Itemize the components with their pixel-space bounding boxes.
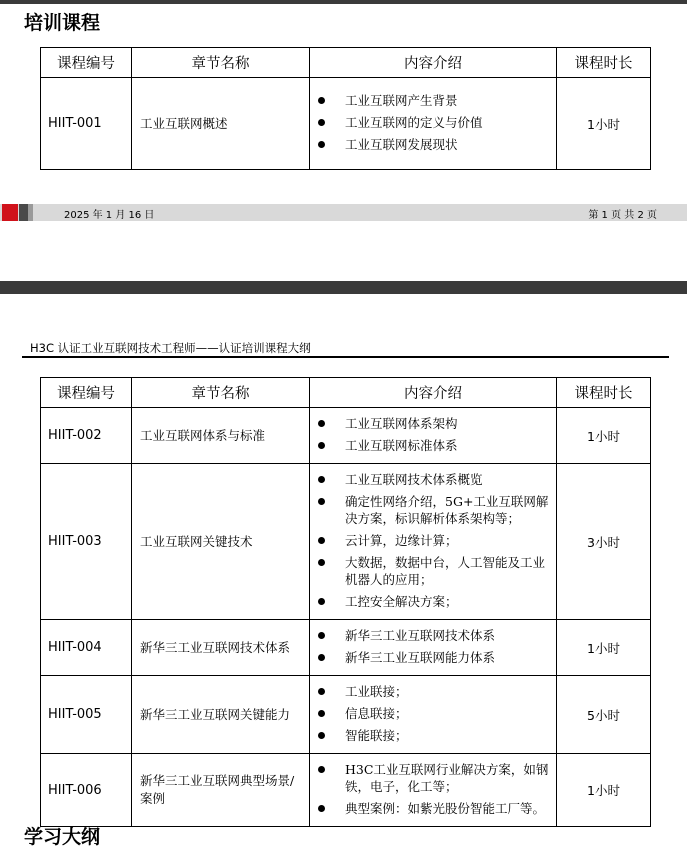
cell-chapter-name: 新华三工业互联网典型场景/案例 — [132, 754, 310, 827]
duration-number: 1 — [587, 640, 595, 656]
list-item-text: 工业互联网技术体系概览 — [345, 472, 483, 487]
cell-duration — [557, 408, 651, 464]
cell-course-code: HIIT-002 — [41, 408, 132, 464]
list-item — [310, 761, 550, 795]
duration-number: 5 — [587, 707, 595, 723]
list-item — [310, 593, 550, 610]
content-list — [310, 464, 556, 619]
table-row — [41, 754, 651, 827]
list-item — [310, 727, 550, 744]
bullet-dot-icon — [318, 498, 325, 505]
bullet-dot-icon — [318, 537, 325, 544]
footer-accent-grey — [28, 204, 33, 221]
list-item-text: 工业互联网发展现状 — [345, 137, 458, 152]
table-header-row — [41, 48, 651, 78]
list-item — [310, 415, 550, 432]
bullet-dot-icon — [318, 442, 325, 449]
list-item-text: 信息联接； — [345, 706, 408, 721]
course-table-1 — [40, 47, 651, 170]
list-item-text: 大数据，数据中台，人工智能及工业机器人的应用； — [345, 555, 546, 587]
list-item — [310, 471, 550, 488]
list-item-text: 工业联接； — [345, 684, 408, 699]
list-item — [310, 800, 550, 817]
cell-chapter-name: 新华三工业互联网技术体系 — [132, 620, 310, 676]
cell-course-code: HIIT-004 — [41, 620, 132, 676]
list-item-text: 确定性网络介绍，5G+工业互联网解决方案，标识解析体系架构等； — [345, 494, 549, 526]
cell-duration — [557, 620, 651, 676]
page-break-bar — [0, 281, 687, 294]
list-item — [310, 649, 550, 666]
duration-number: 1 — [587, 428, 595, 444]
cell-content-intro — [310, 78, 557, 170]
bullet-dot-icon — [318, 119, 325, 126]
list-item-text: 工业互联网体系架构 — [345, 416, 458, 431]
table-row — [41, 78, 651, 170]
cell-content-intro — [310, 754, 557, 827]
bullet-dot-icon — [318, 476, 325, 483]
table-row — [41, 676, 651, 754]
duration-unit: 小时 — [594, 428, 620, 444]
cell-course-code: HIIT-006 — [41, 754, 132, 827]
bullet-dot-icon — [318, 559, 325, 566]
cell-duration — [557, 676, 651, 754]
footer-date: 2025 年 1 月 16 日 — [64, 210, 155, 221]
table-header-row — [41, 378, 651, 408]
list-item — [310, 627, 550, 644]
duration-number: 1 — [587, 116, 595, 132]
bullet-dot-icon — [318, 710, 325, 717]
cell-content-intro — [310, 408, 557, 464]
running-header: H3C 认证工业互联网技术工程师——认证培训课程大纲 — [30, 341, 311, 355]
list-item-text: 工业互联网产生背景 — [345, 93, 458, 108]
header-duration: 课程时长 — [557, 48, 651, 78]
list-item — [310, 114, 550, 131]
footer-accent-dark — [19, 204, 28, 221]
header-content-intro: 内容介绍 — [310, 378, 557, 408]
section-title-learning-outline: 学习大纲 — [24, 826, 101, 848]
cell-chapter-name: 工业互联网体系与标准 — [132, 408, 310, 464]
running-header-rule — [22, 356, 669, 358]
page-footer-bar — [0, 204, 687, 221]
duration-number: 1 — [587, 783, 595, 798]
list-item — [310, 705, 550, 722]
course-table-2 — [40, 377, 651, 827]
bullet-dot-icon — [318, 654, 325, 661]
header-course-code: 课程编号 — [41, 378, 132, 408]
cell-chapter-name: 工业互联网概述 — [132, 78, 310, 170]
duration-unit: 小时 — [594, 783, 620, 798]
header-course-code: 课程编号 — [41, 48, 132, 78]
list-item-text: 工业互联网的定义与价值 — [345, 115, 483, 130]
cell-duration — [557, 78, 651, 170]
duration-unit: 小时 — [594, 707, 620, 723]
table-row — [41, 464, 651, 620]
content-list — [310, 408, 556, 463]
content-list — [310, 676, 556, 753]
content-list — [310, 620, 556, 675]
duration-unit: 小时 — [594, 640, 620, 656]
cell-content-intro — [310, 676, 557, 754]
bullet-dot-icon — [318, 805, 325, 812]
bullet-dot-icon — [318, 598, 325, 605]
list-item-text: 新华三工业互联网技术体系 — [345, 628, 496, 643]
list-item — [310, 92, 550, 109]
cell-course-code: HIIT-003 — [41, 464, 132, 620]
section-title-training-courses: 培训课程 — [24, 12, 101, 34]
list-item-text: 云计算，边缘计算； — [345, 533, 458, 548]
bullet-dot-icon — [318, 632, 325, 639]
cell-chapter-name: 工业互联网关键技术 — [132, 464, 310, 620]
list-item — [310, 532, 550, 549]
header-content-intro: 内容介绍 — [310, 48, 557, 78]
table-row — [41, 408, 651, 464]
bullet-dot-icon — [318, 141, 325, 148]
list-item — [310, 683, 550, 700]
list-item — [310, 437, 550, 454]
footer-page-number: 第 1 页 共 2 页 — [588, 210, 657, 221]
cell-content-intro — [310, 620, 557, 676]
list-item-text: 智能联接； — [345, 728, 408, 743]
duration-unit: 小时 — [594, 534, 620, 550]
footer-accent-red — [2, 204, 18, 221]
list-item — [310, 554, 550, 588]
content-list — [310, 85, 556, 162]
list-item-text: 新华三工业互联网能力体系 — [345, 650, 496, 665]
table-row — [41, 620, 651, 676]
content-list — [310, 754, 556, 826]
bullet-dot-icon — [318, 688, 325, 695]
cell-content-intro — [310, 464, 557, 620]
list-item — [310, 493, 550, 527]
list-item-text: 工业互联网标准体系 — [345, 438, 458, 453]
list-item-text: 典型案例：如紫光股份智能工厂等。 — [345, 801, 546, 816]
cell-course-code: HIIT-001 — [41, 78, 132, 170]
list-item — [310, 136, 550, 153]
bullet-dot-icon — [318, 732, 325, 739]
page-top-bar — [0, 0, 687, 4]
bullet-dot-icon — [318, 97, 325, 104]
header-chapter-name: 章节名称 — [132, 378, 310, 408]
list-item-text: 工控安全解决方案； — [345, 594, 458, 609]
list-item-text: H3C工业互联网行业解决方案，如钢铁，电子，化工等； — [345, 762, 549, 794]
duration-unit: 小时 — [594, 116, 620, 132]
cell-duration — [557, 464, 651, 620]
header-duration: 课程时长 — [557, 378, 651, 408]
bullet-dot-icon — [318, 766, 325, 773]
cell-duration — [557, 754, 651, 827]
cell-course-code: HIIT-005 — [41, 676, 132, 754]
cell-chapter-name: 新华三工业互联网关键能力 — [132, 676, 310, 754]
header-chapter-name: 章节名称 — [132, 48, 310, 78]
duration-number: 3 — [587, 534, 595, 550]
bullet-dot-icon — [318, 420, 325, 427]
